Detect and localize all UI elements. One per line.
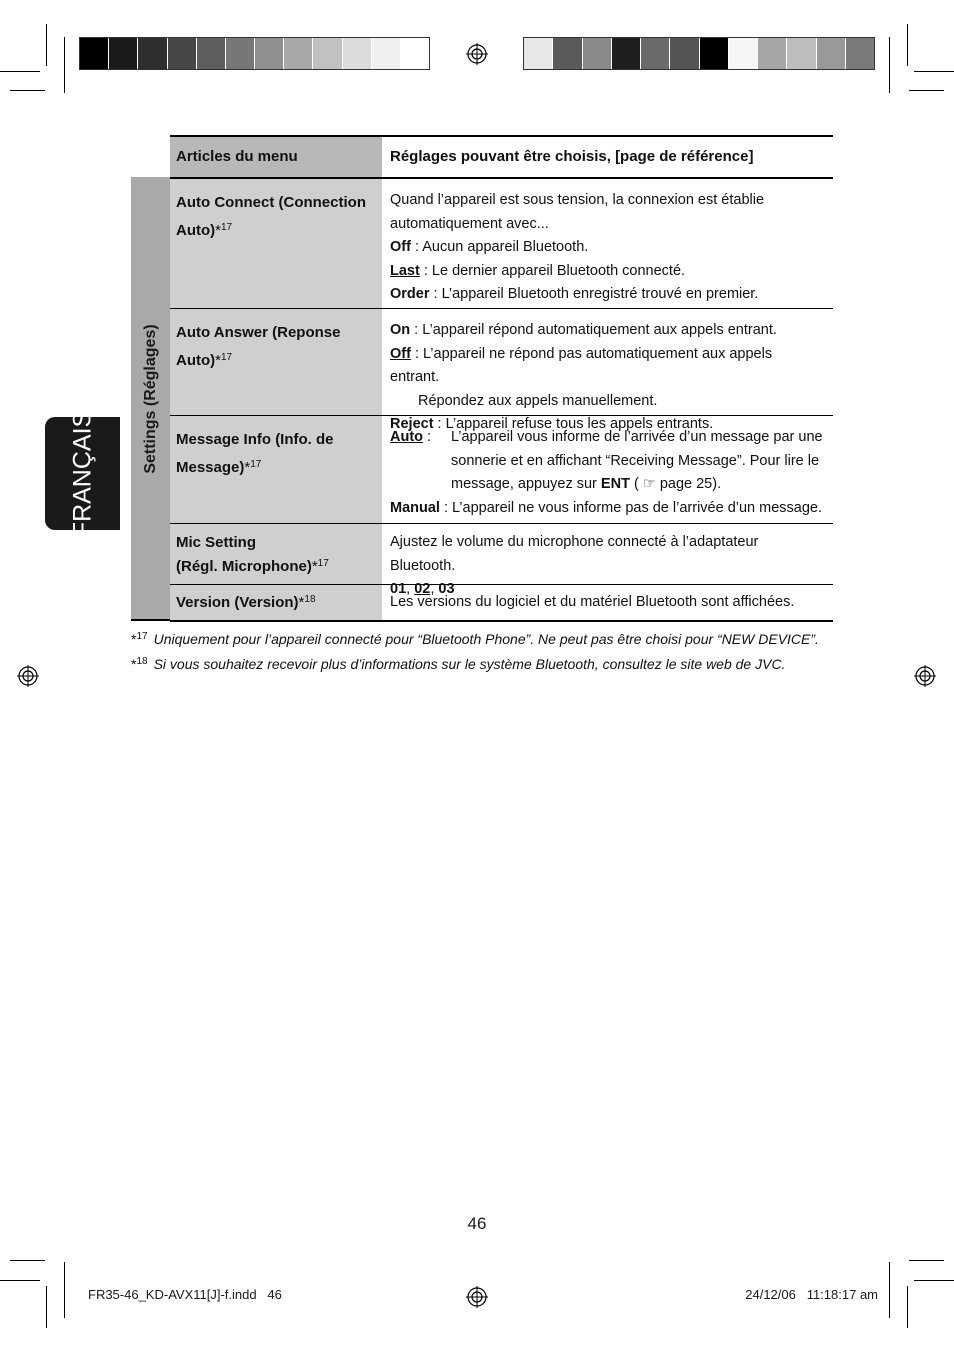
option-key-default: 02: [414, 581, 431, 597]
language-tab-label: FRANÇAIS: [68, 410, 96, 537]
crop-mark: [914, 1280, 954, 1281]
option-key-default: Off: [390, 345, 411, 362]
option-text: : L’appareil ne répond pas automatiquement aux appels entrant.: [390, 345, 773, 385]
option-line: [390, 236, 825, 260]
color-swatch: [846, 38, 874, 69]
setting-description-cell: [382, 309, 833, 432]
footnote-text: Uniquement pour l’appareil connecté pour “Bluetooth Phone”. Ne peut pas être choisi pour “NEW DEVICE”.: [153, 631, 819, 647]
option-key: Manual: [390, 499, 440, 516]
option-line: [390, 343, 825, 390]
color-swatch: [138, 38, 167, 69]
crop-mark: [10, 1260, 45, 1261]
menu-item-label: Mic Setting: [176, 534, 257, 551]
table-row: [170, 585, 833, 622]
color-swatch: [817, 38, 846, 69]
setting-description-cell: [382, 524, 833, 597]
crop-mark: [10, 90, 45, 91]
color-swatch: [343, 38, 372, 69]
ent-button-label: ENT: [600, 476, 630, 492]
crop-mark: [914, 71, 954, 72]
table-row: [170, 416, 833, 524]
table-bottom-border: [131, 619, 170, 621]
option-text: : L’appareil refuse tous les appels entrants.: [433, 416, 714, 432]
menu-item-label: Auto Answer (Reponse Auto): [176, 324, 341, 369]
menu-item-cell: Version (Version)*$^{18}$: [170, 585, 382, 620]
setting-description: Les versions du logiciel et du matériel Bluetooth sont affichées.: [390, 594, 795, 610]
crop-mark: [907, 1286, 908, 1328]
language-tab: [45, 410, 120, 537]
option-line: 01, 02, 03: [390, 581, 455, 597]
file-slug: FR35-46_KD-AVX11[J]-f.indd 46: [88, 1287, 282, 1302]
setting-description-cell: [382, 585, 833, 620]
footnote-number: 18: [136, 656, 148, 667]
menu-item-label: Message Info (Info. de Message): [176, 431, 334, 476]
color-swatch: [641, 38, 670, 69]
menu-item-label: Auto Connect (Connection Auto): [176, 194, 366, 239]
table-row: [170, 179, 833, 309]
footnote-mark: *: [131, 656, 137, 672]
color-swatch: [197, 38, 226, 69]
crop-mark: [889, 37, 890, 93]
crop-mark: [64, 1262, 65, 1318]
option-key: 03: [438, 581, 455, 597]
footnote-ref: 18: [304, 594, 316, 605]
registration-mark-icon: [466, 43, 488, 65]
setting-description-cell: [382, 179, 833, 308]
menu-item-label: (Régl. Microphone): [176, 558, 312, 575]
option-line: [390, 283, 825, 307]
option-text: : L’appareil répond automatiquement aux appels entrant.: [410, 322, 777, 338]
color-swatch: [612, 38, 641, 69]
header-items-label: Articles du menu: [176, 148, 298, 165]
option-line: [390, 426, 825, 497]
crop-mark: [909, 1260, 944, 1261]
option-key-default: Last: [390, 262, 420, 279]
header-settings-cell: [382, 137, 833, 177]
menu-item-cell: Message Info (Info. de Message)*$^{17}$: [170, 416, 382, 523]
option-text: L’appareil vous informe de l’arrivée d’un message par une sonnerie et en affichant “Receiving Message”. Pour lire le message, appuyez sur: [451, 429, 823, 492]
color-calibration-bar-left: [79, 37, 430, 70]
option-key: Off: [390, 239, 411, 255]
color-swatch: [313, 38, 342, 69]
option-key: 01: [390, 581, 407, 597]
table-row: [170, 524, 833, 597]
color-swatch: [787, 38, 816, 69]
crop-mark: [46, 24, 47, 66]
option-text: : L’appareil ne vous informe pas de l’arrivée d’un message.: [439, 499, 823, 516]
option-key-default: Auto: [390, 429, 424, 445]
color-swatch: [729, 38, 758, 69]
color-swatch: [553, 38, 582, 69]
option-text: : Le dernier appareil Bluetooth connecté.: [419, 262, 686, 279]
footnote-ref: 17: [221, 352, 233, 363]
option-key: Reject: [390, 416, 434, 432]
color-swatch: [80, 38, 109, 69]
option-text: : Aucun appareil Bluetooth.: [410, 239, 589, 255]
header-items-cell: [170, 137, 382, 177]
color-swatch: [700, 38, 729, 69]
page-reference: ( ☞ page 25).: [629, 476, 722, 492]
registration-mark-icon: [914, 665, 936, 687]
registration-mark-icon: [17, 665, 39, 687]
option-key: Order: [390, 286, 430, 302]
crop-mark: [889, 1262, 890, 1318]
option-line: [390, 319, 825, 343]
color-swatch: [670, 38, 699, 69]
crop-mark: [64, 37, 65, 93]
crop-mark: [0, 1280, 40, 1281]
color-swatch: [758, 38, 787, 69]
footnote: [131, 656, 785, 672]
color-swatch: [524, 38, 553, 69]
color-swatch: [284, 38, 313, 69]
color-swatch: [109, 38, 138, 69]
settings-group-label: Settings (Réglages): [141, 324, 159, 474]
option-line: [390, 497, 825, 521]
crop-mark: [0, 71, 40, 72]
color-swatch: [168, 38, 197, 69]
crop-mark: [46, 1286, 47, 1328]
footnote-ref: 17: [221, 222, 233, 233]
setting-description-cell: [382, 416, 833, 523]
footnote-ref: 17: [250, 459, 262, 470]
crop-mark: [909, 90, 944, 91]
menu-item-cell: Auto Answer (Reponse Auto)*$^{17}$: [170, 309, 382, 415]
color-calibration-bar-right: [523, 37, 875, 70]
crop-mark: [907, 24, 908, 66]
color-swatch: [226, 38, 255, 69]
settings-group-column: [131, 177, 170, 621]
menu-item-cell: Mic Setting (Régl. Microphone)*$^{17}$: [170, 524, 382, 584]
color-swatch: [255, 38, 284, 69]
header-settings-label: Réglages pouvant être choisis, [page de référence]: [390, 148, 754, 165]
date-slug: 24/12/06 11:18:17 am: [745, 1287, 878, 1302]
color-swatch: [583, 38, 612, 69]
page-number: 46: [467, 1214, 487, 1233]
registration-mark-icon: [466, 1286, 488, 1308]
footnote-text: Si vous souhaitez recevoir plus d’informations sur le système Bluetooth, consultez le site web de JVC.: [153, 656, 786, 672]
color-swatch: [401, 38, 429, 69]
option-continuation: Répondez aux appels manuellement.: [418, 392, 658, 409]
color-swatch: [372, 38, 401, 69]
option-line: [390, 260, 825, 284]
option-key: On: [390, 322, 411, 338]
footnote-ref: 17: [317, 558, 329, 569]
table-header-row: [170, 137, 833, 179]
option-separator: :: [423, 429, 432, 445]
setting-description: Quand l’appareil est sous tension, la connexion est établie automatiquement avec...: [390, 192, 765, 232]
menu-item-label: Version (Version): [176, 594, 299, 611]
footnote-number: 17: [136, 631, 148, 642]
option-text: : L’appareil Bluetooth enregistré trouvé en premier.: [429, 286, 759, 302]
menu-item-cell: Auto Connect (Connection Auto)*$^{17}$: [170, 179, 382, 308]
table-row: [170, 309, 833, 432]
footnote: [131, 631, 819, 647]
setting-description: Ajustez le volume du microphone connecté à l’adaptateur Bluetooth.: [390, 534, 759, 574]
footnote-mark: *: [131, 631, 137, 647]
